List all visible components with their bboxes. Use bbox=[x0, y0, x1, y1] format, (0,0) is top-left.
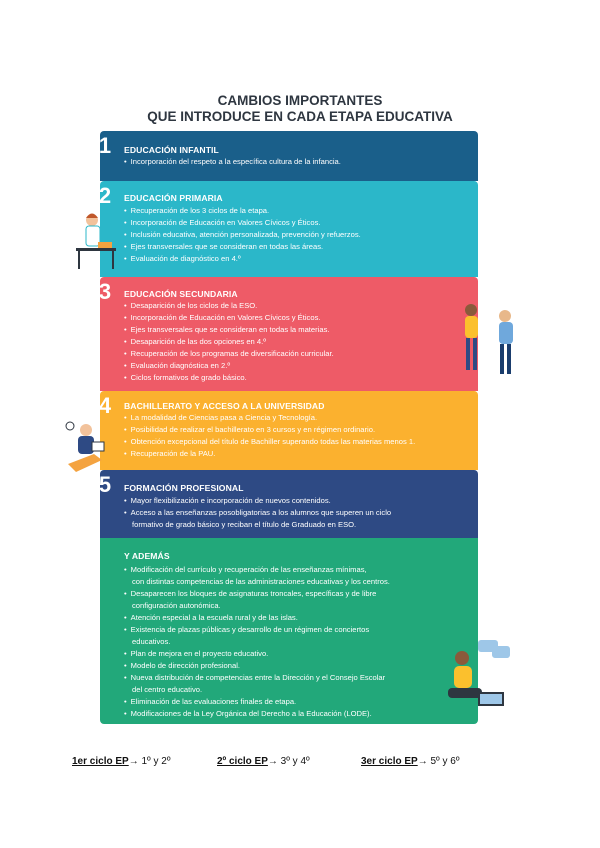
list-item: • Recuperación de los 3 ciclos de la etapa. bbox=[124, 205, 470, 217]
section-item-list bbox=[124, 156, 470, 168]
section-number: 4 bbox=[98, 393, 112, 418]
section-item-list bbox=[124, 412, 470, 460]
footer-ciclo-3 bbox=[361, 756, 459, 767]
list-item: • Ciclos formativos de grado básico. bbox=[124, 372, 470, 384]
footer-label: 3er ciclo EP bbox=[361, 756, 418, 767]
list-item: • Evaluación de diagnóstico en 4.º bbox=[124, 253, 470, 265]
section-heading: BACHILLERATO Y ACCESO A LA UNIVERSIDAD bbox=[124, 401, 325, 411]
list-item: • Modificación del currículo y recuperación de las enseñanzas mínimas, bbox=[124, 564, 470, 576]
footer-value: 5º y 6º bbox=[427, 756, 460, 767]
list-item: • Acceso a las enseñanzas posobligatorias a los alumnos que superen un ciclo bbox=[124, 507, 470, 519]
section-bachillerato bbox=[100, 391, 478, 470]
list-item: • Evaluación diagnóstica en 2.º bbox=[124, 360, 470, 372]
list-item: • Nueva distribución de competencias entre la Dirección y el Consejo Escolar bbox=[124, 672, 470, 684]
footer-ciclo-1 bbox=[72, 756, 170, 767]
list-item: • Incorporación de Educación en Valores Cívicos y Éticos. bbox=[124, 217, 470, 229]
section-number: 2 bbox=[98, 183, 112, 208]
section-heading: EDUCACIÓN PRIMARIA bbox=[124, 193, 223, 203]
arrow-right-icon: → bbox=[128, 756, 139, 767]
list-item: configuración autonómica. bbox=[132, 601, 221, 610]
page-title-line-2: QUE INTRODUCE EN CADA ETAPA EDUCATIVA bbox=[147, 109, 453, 124]
arrow-right-icon: → bbox=[417, 756, 428, 767]
list-item: • Desaparición de las dos opciones en 4.º bbox=[124, 336, 470, 348]
list-item: • Obtención excepcional del título de Bachiller superando todas las materias menos 1. bbox=[124, 436, 470, 448]
footer-label: 1er ciclo EP bbox=[72, 756, 129, 767]
section-item-list bbox=[124, 495, 470, 531]
section-infantil bbox=[100, 131, 478, 181]
list-item: formativo de grado básico y reciban el título de Graduado en ESO. bbox=[132, 520, 357, 529]
list-item: • Atención especial a la escuela rural y de las islas. bbox=[124, 612, 470, 624]
list-item: • Incorporación del respeto a la específica cultura de la infancia. bbox=[124, 156, 470, 168]
list-item: • Plan de mejora en el proyecto educativo. bbox=[124, 648, 470, 660]
list-item: • Modificaciones de la Ley Orgánica del Derecho a la Educación (LODE). bbox=[124, 708, 470, 720]
section-number: 3 bbox=[98, 279, 112, 304]
list-item: • Ejes transversales que se consideran en todas la materias. bbox=[124, 324, 470, 336]
arrow-right-icon: → bbox=[267, 756, 278, 767]
student-with-laptop-illustration bbox=[438, 636, 518, 716]
list-item: • Incorporación de Educación en Valores Cívicos y Éticos. bbox=[124, 312, 470, 324]
list-item: educativos. bbox=[132, 637, 171, 646]
list-item: del centro educativo. bbox=[132, 685, 203, 694]
footer-ciclo-2 bbox=[217, 756, 310, 767]
list-item: • Eliminación de las evaluaciones finales de etapa. bbox=[124, 696, 470, 708]
section-item-list bbox=[124, 205, 470, 265]
list-item: • Modelo de dirección profesional. bbox=[124, 660, 470, 672]
page-title-line-1: CAMBIOS IMPORTANTES bbox=[217, 93, 383, 108]
section-secundaria bbox=[100, 277, 478, 391]
list-item: • Recuperación de los programas de diversificación curricular. bbox=[124, 348, 470, 360]
section-heading: EDUCACIÓN INFANTIL bbox=[124, 145, 219, 155]
list-item: • Desaparición de los ciclos de la ESO. bbox=[124, 300, 470, 312]
list-item: • Ejes transversales que se consideran en todas las áreas. bbox=[124, 241, 470, 253]
section-formacion-profesional bbox=[100, 470, 478, 538]
list-item: • La modalidad de Ciencias pasa a Ciencia y Tecnología. bbox=[124, 412, 470, 424]
footer-value: 1º y 2º bbox=[138, 756, 171, 767]
section-primaria bbox=[100, 181, 478, 277]
reading-student-illustration bbox=[58, 420, 118, 478]
section-ademas bbox=[100, 538, 478, 724]
list-item: • Existencia de plazas públicas y desarrollo de un régimen de conciertos bbox=[124, 624, 470, 636]
list-item: • Recuperación de la PAU. bbox=[124, 448, 470, 460]
list-item: • Posibilidad de realizar el bachillerato en 3 cursos y en régimen ordinario. bbox=[124, 424, 470, 436]
list-item: con distintas competencias de las administraciones educativas y los centros. bbox=[132, 577, 390, 586]
section-heading: FORMACIÓN PROFESIONAL bbox=[124, 483, 244, 493]
students-walking-illustration bbox=[455, 300, 527, 382]
list-item: • Inclusión educativa, atención personalizada, prevención y refuerzos. bbox=[124, 229, 470, 241]
girl-at-desk-illustration bbox=[70, 208, 120, 270]
list-item: • Mayor flexibilización e incorporación de nuevos contenidos. bbox=[124, 495, 470, 507]
footer-value: 3º y 4º bbox=[277, 756, 310, 767]
section-item-list bbox=[124, 564, 470, 720]
section-number: 5 bbox=[98, 472, 112, 497]
section-heading: Y ADEMÁS bbox=[124, 551, 170, 561]
section-number: 1 bbox=[98, 133, 112, 158]
list-item: • Desaparecen los bloques de asignaturas troncales, específicas y de libre bbox=[124, 588, 470, 600]
section-heading: EDUCACIÓN SECUNDARIA bbox=[124, 289, 238, 299]
footer-label: 2º ciclo EP bbox=[217, 756, 268, 767]
section-item-list bbox=[124, 300, 470, 384]
